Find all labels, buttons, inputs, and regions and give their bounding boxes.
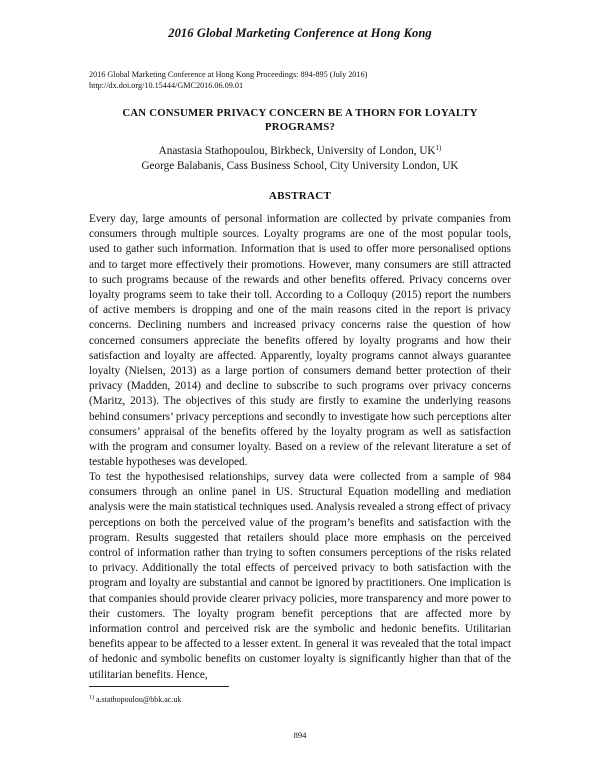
citation-block <box>89 70 519 91</box>
author-line <box>89 159 511 174</box>
abstract-paragraph: To test the hypothesised relationships, survey data were collected from a sample of 984 consumers through an online panel in US. Structural Equation modelling and mediation analysis were the main statistical techniques used. Analysis revealed a strong effect of privacy perceptions on both the perceived value of the program’s benefits and satisfaction with the program. Results suggested that retailers should place more emphasis on the perceived control of information rather than trying to soften consumers perceptions of the risks related to privacy. Additionally the total effects of perceived privacy to both satisfaction with the program and loyalty are substantial and cannot be ignored by practitioners. One implication is that companies should provide clearer privacy policies, more transparency and more power to their customers. The loyalty program benefit perceptions that are affected more by information control and perceived risk are the symbolic and hedonic benefits. Utilitarian benefits appear to be affected to a lesser extent. In general it was revealed that the total impact of hedonic and symbolic benefits on customer loyalty is significantly higher than that of the utilitarian benefits. Hence, <box>89 471 511 681</box>
footnote-marker: 1) <box>435 144 442 152</box>
author-affiliation: Anastasia Stathopoulou, Birkbeck, University of London, UK <box>158 145 436 157</box>
paper-title: CAN CONSUMER PRIVACY CONCERN BE A THORN FOR LOYALTY PROGRAMS? <box>122 107 478 133</box>
author-line <box>89 144 511 159</box>
footnote-divider <box>89 686 229 687</box>
author-email: a.stathopoulou@bbk.ac.uk <box>94 695 182 704</box>
page-number: 894 <box>293 730 307 740</box>
doi-link[interactable]: http://dx.doi.org/10.15444/GMC2016.06.09.01 <box>89 80 244 90</box>
footnote-marker: 1) <box>89 695 94 701</box>
footnote <box>89 695 181 704</box>
author-list <box>89 144 511 174</box>
running-header: 2016 Global Marketing Conference at Hong Kong <box>168 26 432 40</box>
abstract-paragraph: Every day, large amounts of personal information are collected by private companies from consumers through multiple sources. Loyalty programs are one of the most popular tools, used to gather such information. Information that is used to offer more personalised options and to target more effectively their promotions. However, many consumers are still attracted to such programs because of the rewards and other benefits offered. Privacy concerns over loyalty programs seem to take their toll. According to a Colloquy (2015) report the numbers of active members is dropping and one of the main reasons cited in the report is privacy concerns. Declining numbers and increased privacy concerns raise the question of how concerned consumers appreciate the benefits offered by loyalty programs and how their satisfaction and loyalty are affected. Apparently, loyalty programs cannot always guarantee loyalty (Nielsen, 2013) as a large portion of consumers demand better protection of their privacy (Madden, 2014) and decline to subscribe to such programs over privacy concerns (Maritz, 2013). The objectives of this study are firstly to examine the underlying reasons behind consumers’ privacy perceptions and secondly to investigate how such perceptions alter consumers’ appraisal of the benefits offered by the loyalty program as well as satisfaction with the program and consumer loyalty. Based on a review of the relevant literature a set of testable hypotheses was developed. <box>89 213 511 469</box>
abstract-heading: ABSTRACT <box>268 190 332 202</box>
author-affiliation: George Balabanis, Cass Business School, City University London, UK <box>141 160 459 172</box>
proceedings-line: 2016 Global Marketing Conference at Hong Kong Proceedings: 894-895 (July 2016) <box>89 70 368 79</box>
